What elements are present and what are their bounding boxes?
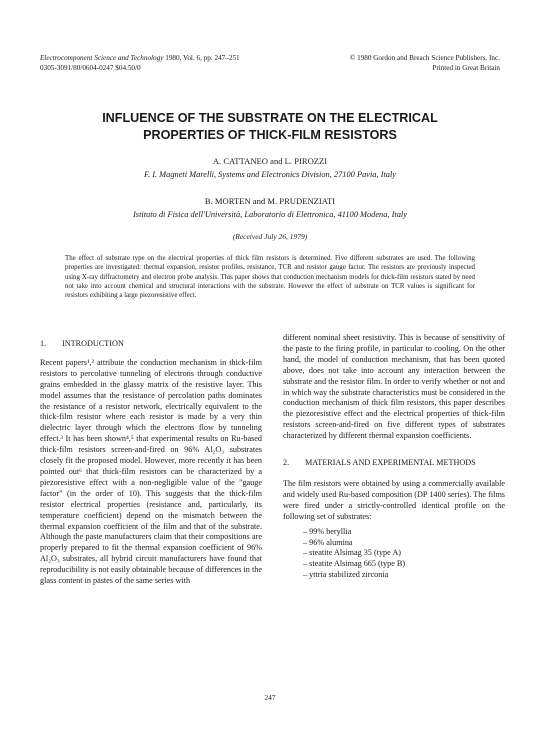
running-header-right [350,54,500,73]
section-2-heading [283,458,505,469]
title-line-2: PROPERTIES OF THICK-FILM RESISTORS [143,127,397,142]
materials-paragraph: The film resistors were obtained by using a commercially available and widely used Ru-based composition (DP 1400 series). The films were fired under a strictly-controlled identical profile on the following set of substrates: [283,478,505,521]
title-line-1: INFLUENCE OF THE SUBSTRATE ON THE ELECTRICAL [102,111,438,125]
page-number: 247 [264,693,276,702]
copyright-line: © 1980 Gordon and Breach Science Publishers, Inc. [349,54,500,62]
substrate-item: – steatite Alsimag 35 (type A) [303,548,402,558]
substrate-item: – 99% beryllia [303,526,352,536]
right-column [283,333,505,581]
section-1-heading [40,339,262,350]
substrate-list [283,527,505,582]
author-line-1: A. CATTANEO and L. PIROZZI [212,156,328,166]
section-1-title: INTRODUCTION [62,339,124,348]
printed-line: Printed in Great Britain [432,63,500,72]
journal-citation: 1980, Vol. 6, pp. 247–251 [163,54,240,62]
left-column [40,339,262,587]
substrate-item: – 96% alumina [303,537,353,547]
section-2-title: MATERIALS AND EXPERIMENTAL METHODS [305,458,476,468]
affiliation-line-2: Istituto di Fisica dell'Università, Laboratorio di Elettronica, 41100 Modena, Italy [133,210,407,219]
introduction-continued-paragraph: different nominal sheet resistivity. This is because of sensitivity of the paste to the firing profile, in particular to cooling. On the other hand, the model of conduction mechanism, that has been quoted above, does not take into account any interaction between the substrate and the resistor film. In order to verify whether or not and in which way the substrate characteristics must be considered in the conduction mechanism of thick film resistors, this paper describes the piezoresistive effect and the electrical properties of thick-film resistors screen-and-fired on five different types of substrates characterized by different thermal expansion coefficients. [283,333,505,441]
journal-name-text: Electrocomponent Science and Technology [40,54,164,62]
section-1-number: 1. [40,339,47,348]
abstract: The effect of substrate type on the electrical properties of thick film resistors is determined. Five different substrates are used. The following properties are investigated: thermal expansion, resistor profiles, resistance, TCR and resistor gauge factor. The resistors are previously inspected using X-ray diffractometry and electron probe analysis. This paper shows that conduction mechanism models for thick-film resistors stated by need not take into account chemical and structural interactions with the substrate. However the effect of substrate on TCR values is significant for resistors exhibiting a large piezoresistive effect. [65,255,475,300]
author-line-2: B. MORTEN and M. PRUDENZIATI [204,196,336,206]
substrate-item: – steatite Alsimag 665 (type B) [303,559,406,569]
issn-line: 0305-3091/80/0604-0247 $04.50/0 [40,63,141,72]
received-date: (Received July 26, 1979) [232,232,308,241]
paper-title [40,110,500,143]
introduction-paragraph: Recent papers¹,² attribute the conduction mechanism in thick-film resistors to percolative tunneling of electrons through conductive grains embedded in the glassy matrix of the resistive layer. This model assumes that the resistance of percolation paths dominates the resistance of a resistor network, electrically equivalent to the thick-film resistor where each resistor is made by a very thin dielectric layer through which the electrons flow by tunneling effect.³ It has been shown⁴,⁵ that experimental results on Ru-based thick-film resistors screen-and-fired on 96% Al₂O₃ substrates closely fit the proposed model. However, more recently it has been pointed out⁶ that thick-film resistors can be characterized by a piezoresistive effect with a non-negligible value of the "gauge factor" (in the order of 10). This suggests that the thick-film resistor electrical properties (resistance and, particularly, its temperature coefficient) depend on the mismatch between the thermal expansion coefficient of the film and that of the substrate. Although the paste manufacturers claim that their compositions are properly prepared to fit the thermal expansion coefficient of 96% Al₂O₃ substrates, all hybrid circuit manufacturers have found that reproducibility is not easily obtainable because of differences in the glass content in pastes of the same series with [40,357,262,586]
affiliation-line-1: F. I. Magneti Marelli, Systems and Electronics Division, 27100 Pavia, Italy [143,170,397,179]
section-2-number: 2. [283,458,290,468]
running-header-left [40,54,240,73]
substrate-item: – yttria stabilized zirconia [303,570,389,580]
